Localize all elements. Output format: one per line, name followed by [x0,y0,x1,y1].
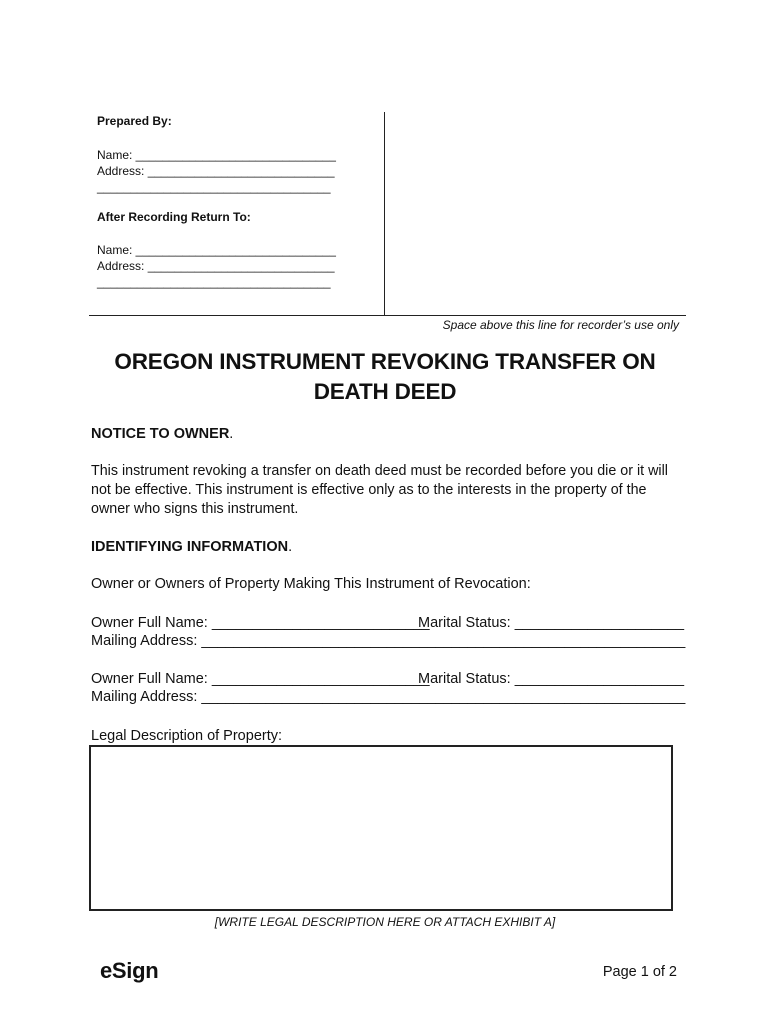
legal-description-instruction: [WRITE LEGAL DESCRIPTION HERE OR ATTACH EXHIBIT A] [214,915,556,929]
return-address-field[interactable]: Address: ____________________________ [97,259,335,273]
document-title-line2: DEATH DEED [313,379,457,404]
document-title [60,347,710,407]
owner2-marital-field[interactable]: Marital Status: _____________________ [418,671,685,687]
esign-logo: eSign [100,958,159,983]
return-address-line2-field[interactable]: ___________________________________ [97,275,331,289]
prepared-address-field[interactable]: Address: ____________________________ [97,164,335,178]
page-number: Page 1 of 2 [602,964,677,980]
owner2-address-field[interactable]: Mailing Address: ____________________________________________________________ [91,689,686,705]
notice-heading-period: . [229,426,234,442]
owner1-name-field[interactable]: Owner Full Name: ___________________________ [91,615,430,631]
identifying-heading-text: IDENTIFYING INFORMATION [91,539,289,555]
prepared-name-field[interactable]: Name: ______________________________ [97,148,336,162]
owner2-name-field[interactable]: Owner Full Name: ___________________________ [91,671,430,687]
identifying-heading [91,538,292,557]
return-name-field[interactable]: Name: ______________________________ [97,243,336,257]
owner1-marital-field[interactable]: Marital Status: _____________________ [418,615,685,631]
recorder-divider-vertical [384,112,385,316]
identifying-heading-period: . [288,539,293,555]
notice-heading-text: NOTICE TO OWNER [91,426,230,442]
owner1-address-field[interactable]: Mailing Address: ____________________________________________________________ [91,633,686,649]
owners-intro: Owner or Owners of Property Making This Instrument of Revocation: [91,576,531,592]
legal-description-box[interactable] [89,745,673,911]
recorder-divider-horizontal [89,315,686,316]
notice-paragraph: This instrument revoking a transfer on death deed must be recorded before you die or it will not be effective. This instrument is effective only as to the interests in the property of the owner who signs this instrument. [91,463,668,517]
recorder-use-note: Space above this line for recorder’s use only [442,318,679,332]
document-title-line1: OREGON INSTRUMENT REVOKING TRANSFER ON [114,349,656,374]
prepared-address-line2-field[interactable]: ___________________________________ [97,180,331,194]
prepared-by-label: Prepared By: [97,114,172,128]
legal-description-label: Legal Description of Property: [91,728,283,744]
return-to-label: After Recording Return To: [97,210,251,224]
notice-heading [91,425,233,444]
